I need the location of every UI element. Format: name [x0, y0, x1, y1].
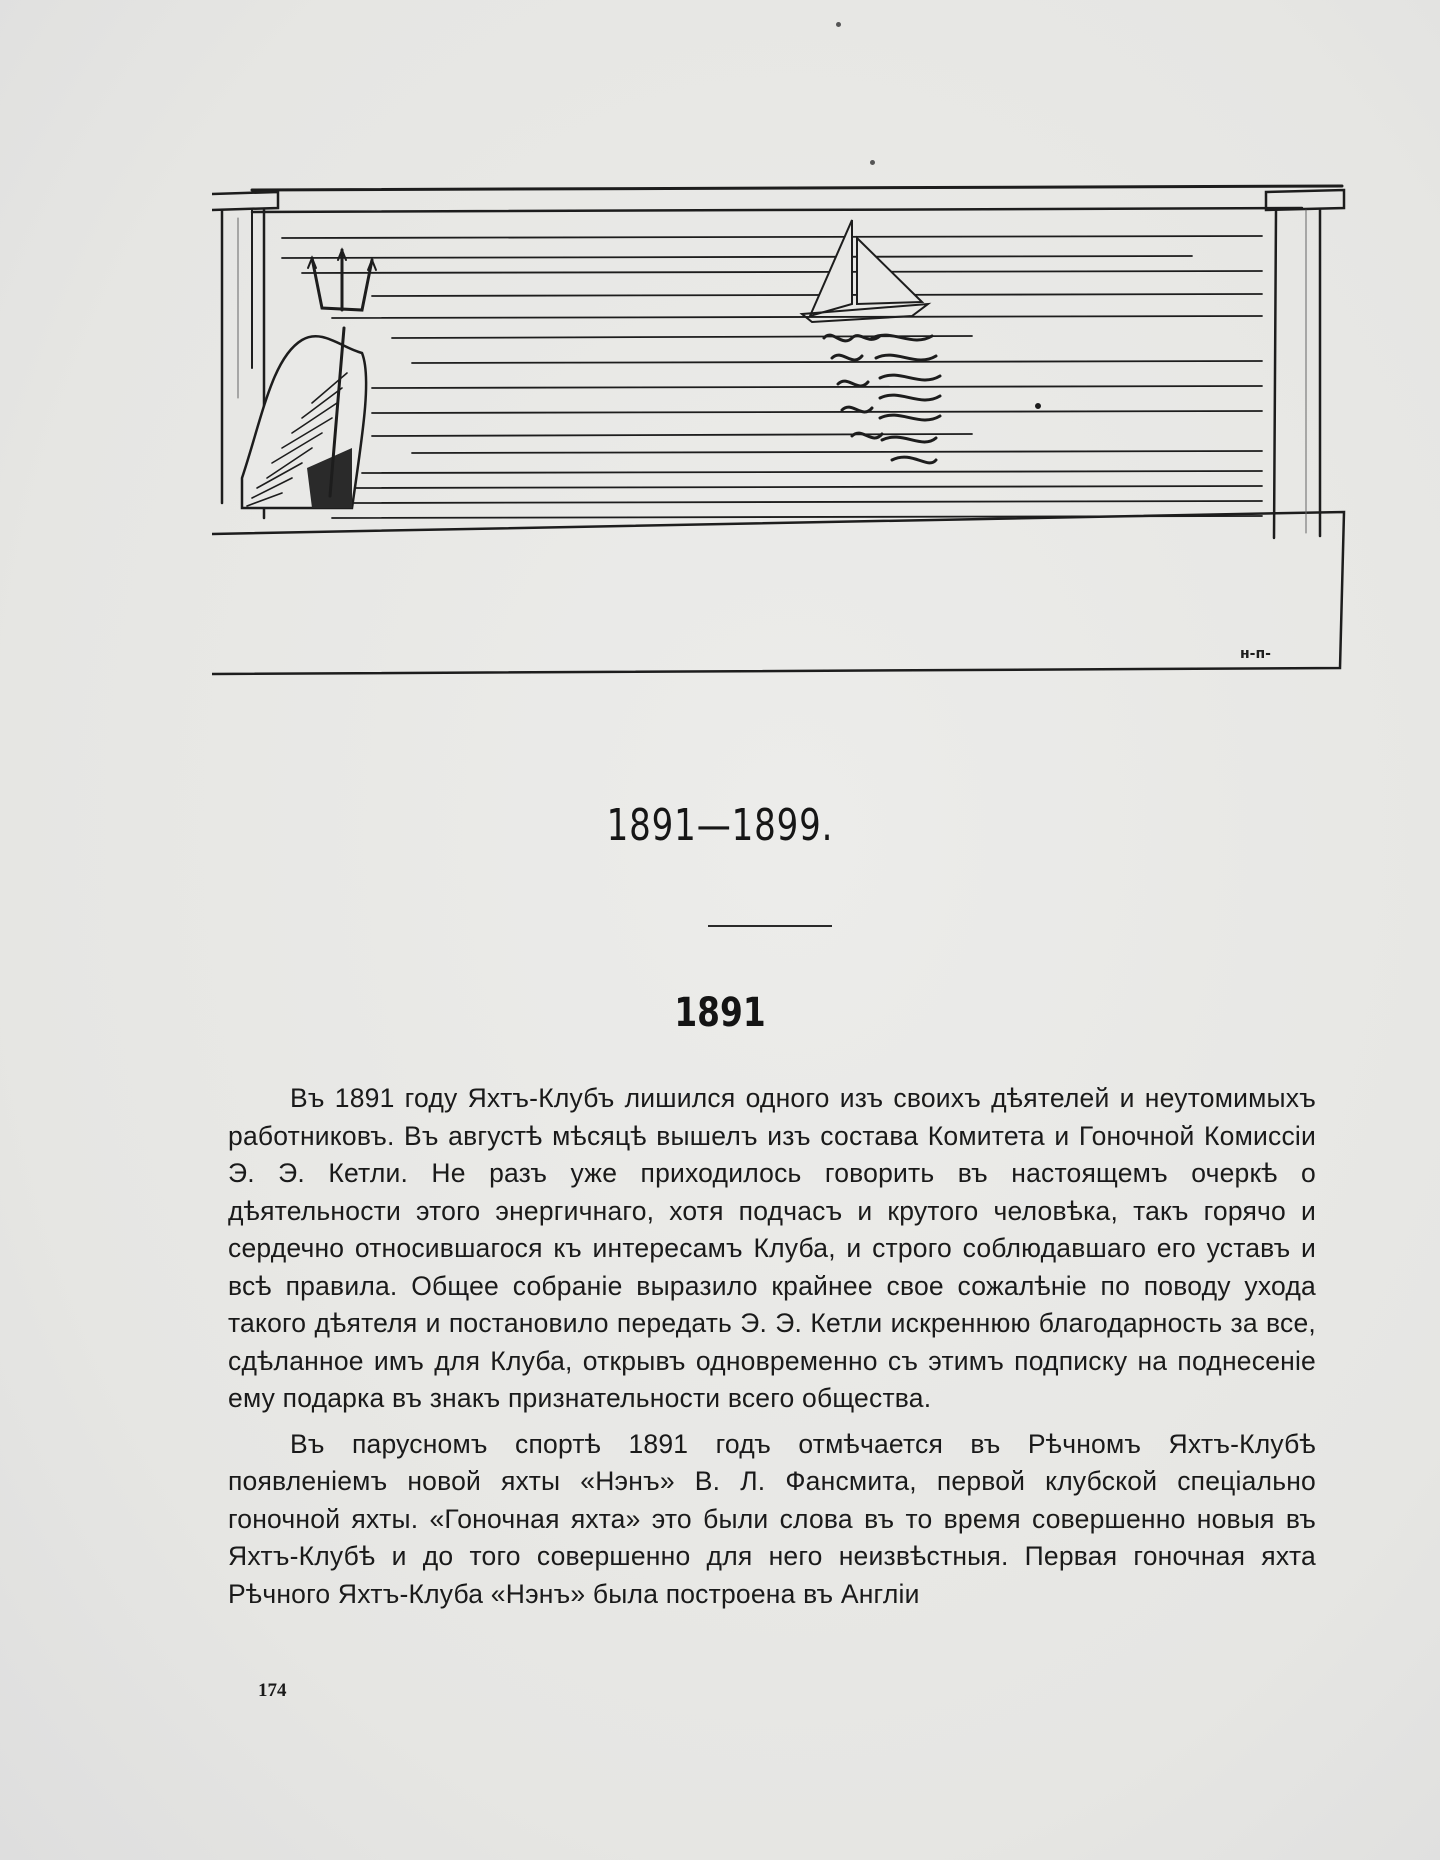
section-heading-year: 1891 [674, 990, 766, 1036]
paragraph: Въ парусномъ спортѣ 1891 годъ отмѣчается въ Рѣчномъ Яхтъ-Клубѣ появленiемъ новой яхты «Нэнъ» В. Л. Фансмита, первой клубской спецiально гоночной яхты. «Гоночная яхта» это были слова въ то время совершенно новыя въ Яхтъ-Клубѣ и до того совершенно для него неизвѣстныя. Первая гоночная яхта Рѣчного Яхтъ-Клуба «Нэнъ» была построена въ Англiи [228, 1428, 1316, 1609]
header-illustration [212, 178, 1360, 684]
sea-sailboat-trident-icon [212, 178, 1360, 684]
chapter-heading-range: 1891—1899. [606, 800, 834, 851]
speck [836, 22, 841, 27]
paragraph: Въ 1891 году Яхтъ-Клубъ лишился одного изъ своихъ дѣятелей и неутомимыхъ работниковъ. Въ августѣ мѣсяцѣ вышелъ изъ состава Комитета и Гоночной Комиссiи Э. Э. Кетли. Не разъ уже приходилось говорить въ настоящемъ очеркѣ о дѣятельности этого энергичнаго, хотя подчасъ и крутого человѣка, такъ горячо и сердечно относившагося къ интересамъ Клуба, и строго соблюдавшаго его уставъ и всѣ правила. Общее собранiе выразило крайнее свое сожалѣнiе по поводу ухода такого дѣятеля и постановило передать Э. Э. Кетли искреннюю благодарность за все, сдѣланное имъ для Клуба, открывъ одновременно съ этимъ подписку на поднесенiе ему подарка въ знакъ признательности всего общества. [228, 1083, 1316, 1413]
speck [870, 160, 875, 165]
page-number: 174 [258, 1680, 287, 1701]
body-text [228, 1080, 1316, 1621]
heading-divider [708, 925, 832, 927]
illustrator-signature: н-п- [1240, 646, 1271, 662]
